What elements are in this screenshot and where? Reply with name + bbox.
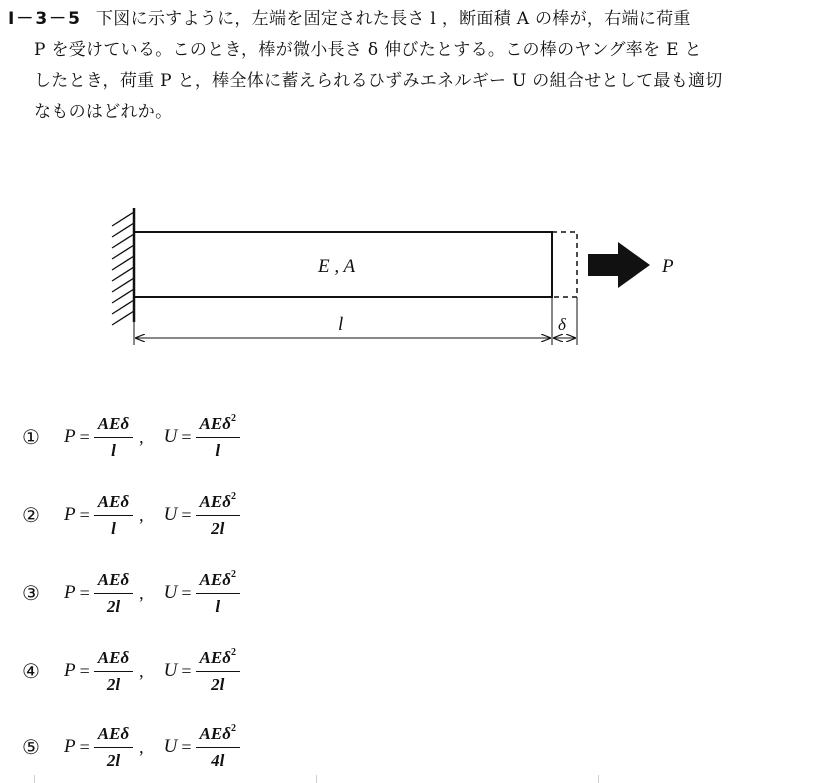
wall-hatching (112, 212, 134, 325)
question-text (8, 4, 823, 128)
u-fraction: $\frac{AE\delta^2}{2l}$ (196, 491, 240, 539)
option-mark: ② (22, 503, 40, 527)
option-mark: ① (22, 425, 40, 449)
option-2[interactable]: ② P = $\frac{\text{AEδ}}{l}$ , U = $\frac{AE\delta^2}{2l}$ (22, 486, 240, 544)
question-line-4: なものはどれか。 (34, 102, 173, 122)
question-number: I－3－5 (8, 9, 82, 29)
option-mark: ⑤ (22, 735, 40, 759)
p-fraction: $\frac{\text{AEδ}}{2l}$ (94, 724, 133, 771)
bar-label: E , A (318, 256, 356, 277)
u-fraction: $\frac{AE\delta^2}{l}$ (196, 569, 240, 617)
question-line-2: P を受けている。このとき，棒が微小長さ δ 伸びたとする。この棒のヤング率を E と (34, 40, 702, 60)
p-fraction: $\frac{\text{AEδ}}{2l}$ (94, 648, 133, 695)
option-3[interactable]: ③ P = $\frac{\text{AEδ}}{2l}$ , U = $\frac{AE\delta^2}{l}$ (22, 564, 240, 622)
load-label: P (662, 256, 674, 277)
u-fraction: $\frac{AE\delta^2}{2l}$ (196, 647, 240, 695)
p-fraction: $\frac{\text{AEδ}}{l}$ (94, 414, 133, 461)
question-line-3: したとき，荷重 P と，棒全体に蓄えられるひずみエネルギー U の組合せとして最も適切 (34, 71, 723, 91)
option-5[interactable]: ⑤ P = $\frac{\text{AEδ}}{2l}$ , U = $\frac{AE\delta^2}{4l}$ (22, 718, 240, 776)
p-fraction: $\frac{\text{AEδ}}{2l}$ (94, 570, 133, 617)
option-mark: ④ (22, 659, 40, 683)
p-fraction: $\frac{\text{AEδ}}{l}$ (94, 492, 133, 539)
u-fraction: $\frac{AE\delta^2}{l}$ (196, 413, 240, 461)
elongation-label: δ (558, 315, 566, 334)
option-1[interactable]: ① P = $\frac{\text{AEδ}}{l}$ , U = $\frac{AE\delta^2}{l}$ (22, 408, 240, 466)
length-label: l (338, 314, 344, 335)
page-footer-rule (0, 775, 830, 783)
load-arrow (588, 242, 650, 288)
option-4[interactable]: ④ P = $\frac{\text{AEδ}}{2l}$ , U = $\frac{AE\delta^2}{2l}$ (22, 642, 240, 700)
elongation-outline (552, 232, 577, 297)
option-mark: ③ (22, 581, 40, 605)
bar (134, 232, 552, 297)
question-line-1: I－3－5 下図に示すように，左端を固定された長さ l ，断面積 A の棒が，右端に荷重 (8, 9, 691, 29)
u-fraction: $\frac{AE\delta^2}{4l}$ (196, 723, 240, 771)
